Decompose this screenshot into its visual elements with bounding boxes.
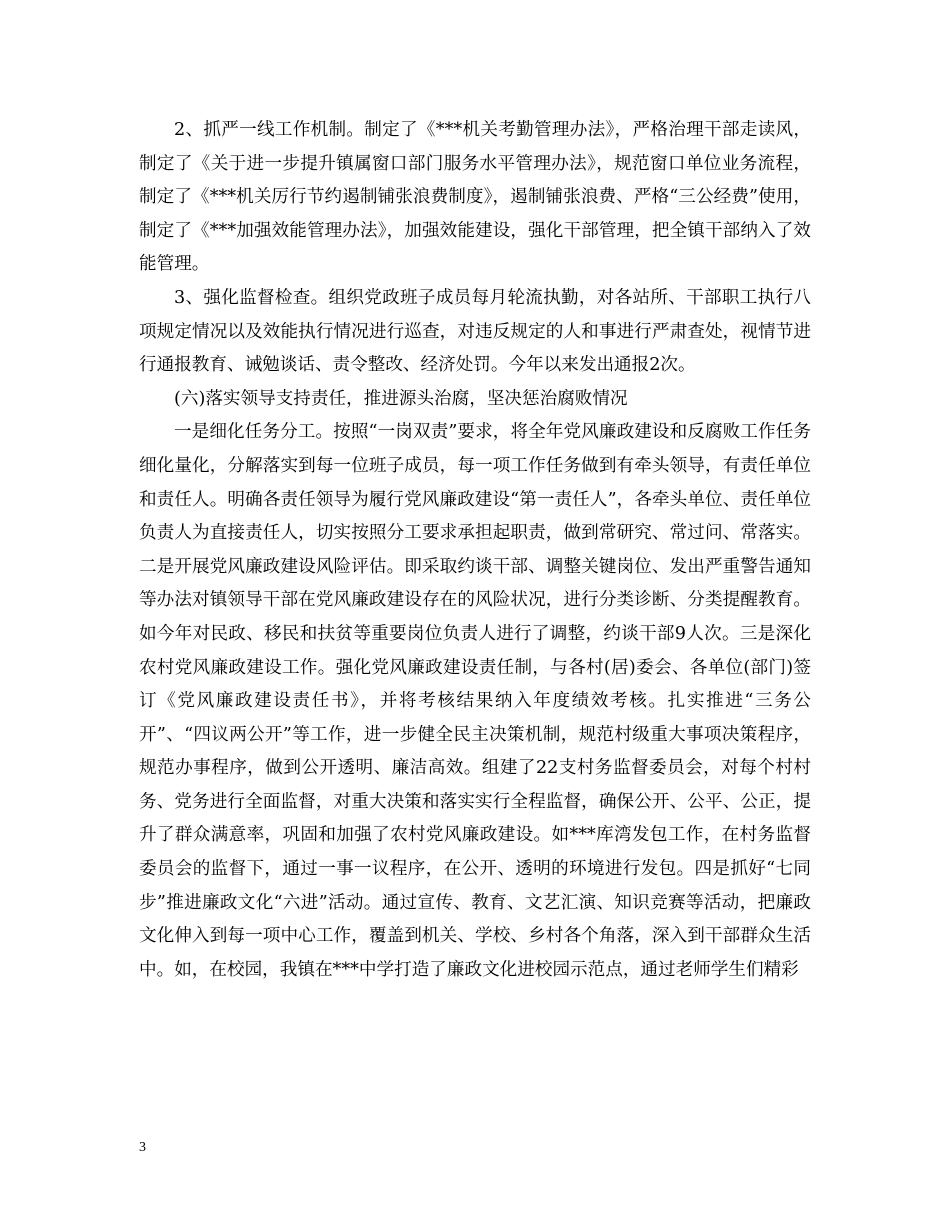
paragraph-responsibility: 一是细化任务分工。按照“一岗双责”要求，将全年党风廉政建设和反腐败工作任务细化量化，分解落实到每一位班子成员，每一项工作任务做到有牵头领导，有责任单位和责任人。明确各责任领导为履行党风廉政建设“第一责任人”，各牵头单位、责任单位负责人为直接责任人，切实按照分工要求承担起职责，做到常研究、常过问、常落实。二是开展党风廉政建设风险评估。即采取约谈干部、调整关键岗位、发出严重警告通知等办法对镇领导干部在党风廉政建设存在的风险状况，进行分类诊断、分类提醒教育。如今年对民政、移民和扶贫等重要岗位负责人进行了调整，约谈干部9人次。三是深化农村党风廉政建设工作。强化党风廉政建设责任制，与各村(居)委会、各单位(部门)签订《党风廉政建设责任书》，并将考核结果纳入年度绩效考核。扎实推进“三务公开”、“四议两公开”等工作，进一步健全民主决策机制，规范村级重大事项决策程序，规范办事程序，做到公开透明、廉洁高效。组建了22支村务监督委员会，对每个村村务、党务进行全面监督，对重大决策和落实实行全程监督，确保公开、公平、公正，提升了群众满意率，巩固和加强了农村党风廉政建设。如***库湾发包工作，在村务监督委员会的监督下，通过一事一议程序，在公开、透明的环境进行发包。四是抓好“七同步”推进廉政文化“六进”活动。通过宣传、教育、文艺汇演、知识竞赛等活动，把廉政文化伸入到每一项中心工作，覆盖到机关、学校、乡村各个角落，深入到干部群众生活中。如，在校园，我镇在***中学打造了廉政文化进校园示范点，通过老师学生们精彩 [139,422,811,980]
section-heading-six: (六)落实领导支持责任，推进源头治腐，坚决惩治腐败情况 [174,388,628,409]
paragraph-supervision: 3、强化监督检查。组织党政班子成员每月轮流执勤，对各站所、干部职工执行八项规定情况以及效能执行情况进行巡查，对违反规定的人和事进行严肃查处，视情节进行通报教育、诫勉谈话、责令整改、经济处罚。今年以来发出通报2次。 [139,287,811,376]
paragraph-mechanism: 2、抓严一线工作机制。制定了《***机关考勤管理办法》，严格治理干部走读风，制定了《关于进一步提升镇属窗口部门服务水平管理办法》，规范窗口单位业务流程，制定了《***机关厉行节约遏制铺张浪费制度》，遏制铺张浪费、严格“三公经费”使用，制定了《***加强效能管理办法》，加强效能建设，强化干部管理，把全镇干部纳入了效能管理。 [139,120,811,275]
page-number: 3 [139,1140,146,1155]
document-body [139,114,811,987]
